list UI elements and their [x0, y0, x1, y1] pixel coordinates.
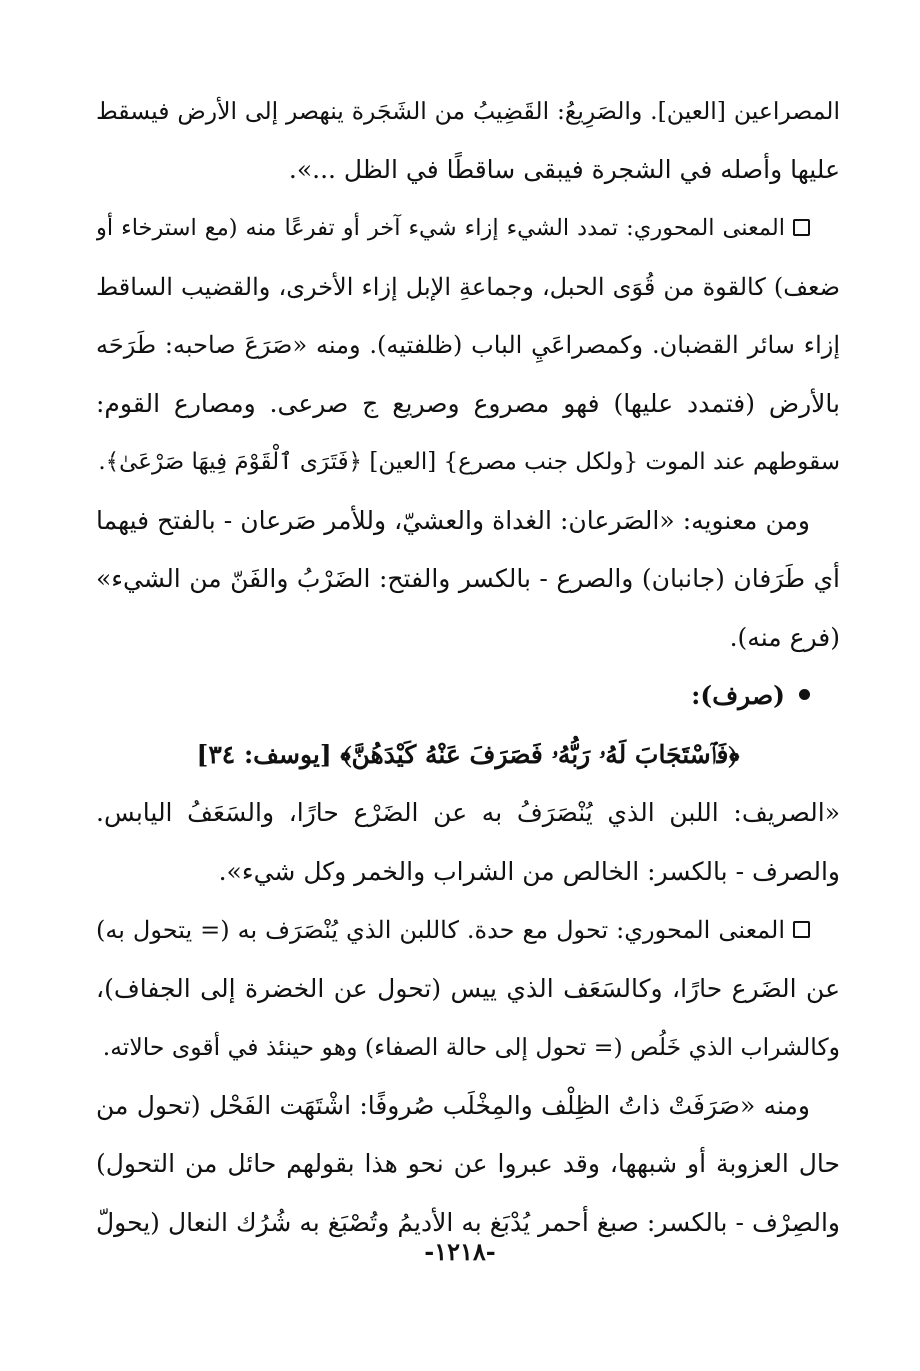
- square-box-icon: [793, 219, 810, 236]
- text-line: المعنى المحوري: تمدد الشيء إزاء شيء آخر أو تفرعًا منه (مع استرخاء أو: [96, 215, 785, 241]
- page-body: [96, 82, 840, 1252]
- text-line: (فرع منه).: [729, 622, 840, 652]
- text-line: إزاء سائر القضبان. وكمصراعَيِ الباب (ظلفتيه). ومنه «صَرَعَ صاحبه: طَرَحَه: [96, 331, 840, 359]
- text-line: عن الضَرع حارًا، وكالسَعَف الذي ييس (تحول عن الخضرة إلى الجفاف)،: [96, 973, 840, 1003]
- text-line: سقوطهم عند الموت {ولكل جنب مصرع} [العين] ﴿فَتَرَى ٱلْقَوْمَ فِيهَا صَرْعَىٰ﴾.: [98, 449, 840, 475]
- text-line: المصراعين [العين]. والصَرِيعُ: القَضِيبُ من الشَجَرة ينهصر إلى الأرض فيسقط: [96, 97, 840, 125]
- text-line: عليها وأصله في الشجرة فيبقى ساقطًا في الظل ...».: [288, 154, 840, 184]
- text-line: والصِرْف - بالكسر: صبغ أحمر يُدْبَغ به الأديمُ وتُصْبَغ به شُرُك النعال (يحولّ: [96, 1207, 840, 1237]
- text-line: والصرف - بالكسر: الخالص من الشراب والخمر وكل شيء».: [218, 856, 840, 886]
- text-line: أي طَرَفان (جانبان) والصرع - بالكسر والفتح: الضَرْبُ والفَنّ من الشيء»: [96, 564, 840, 593]
- bullet-icon: [799, 689, 810, 700]
- text-line: بالأرض (فتمدد عليها) فهو مصروع وصريع ج صرعى. ومصارع القوم:: [96, 388, 840, 418]
- paragraph-axial-meaning: [96, 199, 840, 258]
- square-box-icon: [793, 921, 810, 938]
- text-line: ومنه «صَرَفَتْ ذاتُ الظِلْف والمِخْلَب صُروفًا: اشْتَهَت الفَحْل (تحول من: [96, 1090, 810, 1120]
- text-line: وكالشراب الذي خَلُص (= تحول إلى حالة الصفاء) وهو حينئذ في أقوى حالاته.: [102, 1033, 840, 1061]
- text-line: حال العزوبة أو شبهها، وقد عبروا عن نحو هذا بقولهم حائل من التحول): [96, 1149, 840, 1178]
- root-heading: [96, 667, 840, 726]
- quran-verse: ﴿فَٱسْتَجَابَ لَهُۥ رَبُّهُۥ فَصَرَفَ عَنْهُ كَيْدَهُنَّ﴾ [يوسف: ٣٤]: [196, 739, 740, 769]
- page-number: -١٢١٨-: [424, 1237, 496, 1266]
- paragraph-axial-meaning: [96, 901, 840, 960]
- root-heading-text: (صرف):: [691, 681, 785, 710]
- text-line: «الصريف: اللبن الذي يُنْصَرَفُ به عن الضَرْع حارًا، والسَعَفُ اليابس.: [96, 798, 840, 827]
- text-line: ومن معنويه: «الصَرعان: الغداة والعشيّ، وللأمر صَرعان - بالفتح فيهما: [96, 505, 810, 535]
- text-line: المعنى المحوري: تحول مع حدة. كاللبن الذي يُنْصَرَف به (= يتحول به): [96, 916, 785, 944]
- text-line: ضعف) كالقوة من قُوَى الحبل، وجماعةِ الإبل إزاء الأخرى، والقضيب الساقط: [96, 272, 840, 301]
